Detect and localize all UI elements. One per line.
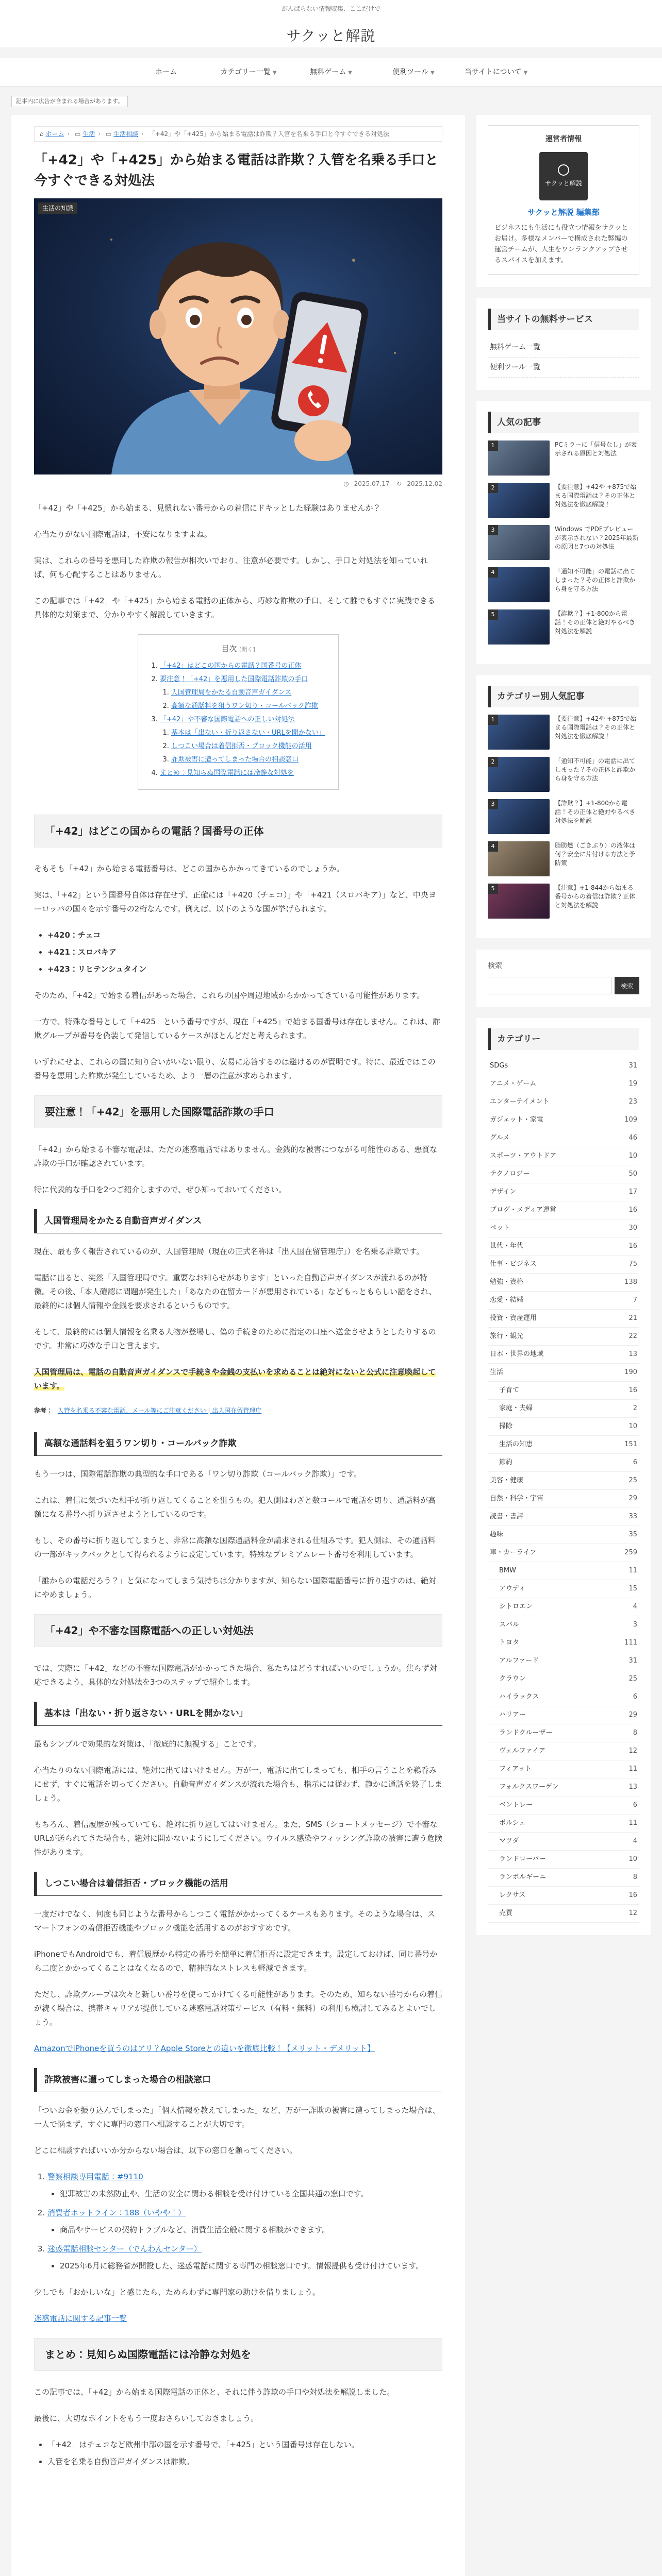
subsection-heading: しつこい場合は着信拒否・ブロック機能の活用 bbox=[34, 1872, 442, 1896]
category-count: 190 bbox=[624, 1368, 637, 1377]
paragraph: ただし、詐欺グループは次々と新しい番号を使ってかけてくる可能性があります。そのため、知らない番号からの着信が続く場合は、携帯キャリアが提供している迷惑電話対策サービス（有料・無料）の利用も検討してみるとよいでしょう。 bbox=[34, 1990, 443, 2027]
service-link-games[interactable]: 無料ゲーム一覧 bbox=[488, 337, 639, 358]
category-count: 25 bbox=[628, 1675, 637, 1683]
category-label: 節約 bbox=[499, 1459, 513, 1467]
related-list-link[interactable]: 迷惑電話に関する記事一覧 bbox=[34, 2314, 127, 2324]
category-label: 家庭・夫婦 bbox=[499, 1404, 533, 1413]
category-popular-widget bbox=[476, 675, 651, 938]
category-label: シトロエン bbox=[499, 1603, 533, 1611]
category-label: 投資・資産運用 bbox=[490, 1314, 537, 1323]
profile-description: ビジネスにも生活にも役立つ情報をサクッとお届け。多様なメンバーで構成された弊編の運営チームが、人生をワンランクアップさせるスパイスを加えます。 bbox=[494, 224, 628, 265]
eyecatch-image bbox=[34, 198, 442, 474]
category-count: 6 bbox=[633, 1801, 637, 1809]
paragraph: この記事では、「+42」から始まる国際電話の正体と、それに伴う詐欺の手口や対処法を解説しました。 bbox=[34, 2387, 395, 2397]
category-count: 13 bbox=[628, 1350, 637, 1359]
paragraph: いずれにせよ、これらの国に知り合いがいない限り、安易に応答するのは避けるのが賢明です。特に、最近ではこの番号を悪用した詐欺が発生しているため、より一層の注意が求められます。 bbox=[34, 1057, 436, 1080]
nav-categories[interactable]: カテゴリー一覧 ▼ bbox=[220, 68, 277, 77]
article-thumbnail: 5 bbox=[488, 884, 550, 919]
article-thumbnail: 2 bbox=[488, 483, 550, 518]
toc-item[interactable]: 3. 「+42」や不審な国際電話への正しい対処法 1. 基本は「出ない・折り返さない・URLを開かない」 2. しつこい場合は着信拒否・ブロック機能の活用 3. 詐欺被害に遭ってしまった場合の相談窓口 bbox=[160, 713, 326, 767]
toc-item[interactable]: 4. まとめ：見知らぬ国際電話には冷静な対処を bbox=[160, 767, 326, 780]
category-count: 3 bbox=[633, 1621, 637, 1629]
category-label: 勉強・資格 bbox=[490, 1278, 524, 1286]
popular-article[interactable]: 4 脂肪燃（ごきぶり）の液体は何？安全に片付ける方法と予防策 bbox=[488, 841, 639, 876]
paragraph: そのため、「+42」で始まる着信があった場合、これらの国や周辺地域からかかってきている可能性があります。 bbox=[34, 990, 425, 1000]
toc-subitem[interactable]: 2. 高額な通話料を狙うワン切り・コールバック詐欺 bbox=[171, 700, 326, 713]
site-tagline: がんばらない情報収集、ここだけで bbox=[281, 5, 380, 12]
category-item[interactable] bbox=[488, 1760, 639, 1778]
category-count: 8 bbox=[633, 1729, 637, 1737]
category-item[interactable] bbox=[488, 1454, 639, 1472]
paragraph: そもそも「+42」から始まる電話番号は、どこの国からかかってきているのでしょうか。 bbox=[34, 863, 344, 873]
site-logo: サクッと解説 bbox=[539, 152, 588, 200]
widget-title: カテゴリー bbox=[488, 1028, 639, 1050]
category-item[interactable] bbox=[488, 1598, 639, 1616]
popular-article[interactable]: 2 「通知不可能」の電話に出てしまった？その正体と詐欺から身を守る方法 bbox=[488, 757, 639, 792]
folder-icon: ▭ bbox=[105, 130, 112, 138]
search-input[interactable] bbox=[488, 977, 611, 994]
paragraph: 入国管理局は、電話の自動音声ガイダンスで手続きや金銭の支払いを求めることは絶対にないと公式に注意喚起しています。 bbox=[34, 1367, 436, 1391]
category-item[interactable] bbox=[488, 1274, 639, 1292]
category-count: 16 bbox=[628, 1242, 637, 1250]
chevron-down-icon: ▼ bbox=[431, 70, 435, 76]
page-title: 「+42」や「+425」から始まる電話は詐欺？入管を名乗る手口と今すぐできる対処法 bbox=[34, 152, 439, 189]
section-heading: まとめ：見知らぬ国際電話には冷静な対処を bbox=[34, 2338, 442, 2371]
category-item[interactable] bbox=[488, 1075, 639, 1093]
category-label: 生活 bbox=[490, 1368, 504, 1377]
intro-paragraph: 心当たりがない国際電話は、不安になりますよね。 bbox=[34, 529, 212, 539]
category-count: 8 bbox=[633, 1873, 637, 1882]
category-count: 11 bbox=[628, 1819, 637, 1827]
category-label: ベントレー bbox=[499, 1801, 533, 1809]
category-label: 旅行・観光 bbox=[490, 1332, 524, 1341]
category-item[interactable] bbox=[488, 1634, 639, 1652]
category-count: 16 bbox=[628, 1891, 637, 1900]
paragraph: 心当たりのない国際電話には、絶対に出てはいけません。万が一、電話に出てしまっても、相手の言うことを鵜呑みにせず、すぐに電話を切ってください。自動音声ガイダンスが流れた場合も、指示には従わず、静かに通話を終了しましょう。 bbox=[34, 1766, 442, 1803]
toc-subitem[interactable]: 1. 入国管理局をかたる自動音声ガイダンス bbox=[171, 686, 326, 700]
category-item[interactable] bbox=[488, 1292, 639, 1310]
published-date: 2025.07.17 bbox=[354, 480, 390, 487]
category-count: 13 bbox=[628, 1783, 637, 1791]
article-thumbnail: 3 bbox=[488, 799, 550, 834]
paragraph: 実は、「+42」という国番号自体は存在せず、正確には「+420（チェコ）」や「+421（スロバキア）」など、中央ヨーロッパの国々を示す番号の2桁なんです。例えば、以下のような国が挙げられます。 bbox=[34, 890, 436, 913]
paragraph: これは、着信に気づいた相手が折り返してくることを狙うもの。犯人側はわざと数コールで電話を切り、通話料が高額になる番号へ折り返させようとしているのです。 bbox=[34, 1496, 436, 1519]
nav-tools[interactable]: 便利ツール ▼ bbox=[392, 68, 435, 77]
category-count: 31 bbox=[628, 1657, 637, 1665]
paragraph: 「ついお金を振り込んでしまった」「個人情報を教えてしまった」など、万が一詐欺の被害に遭ってしまった場合は、一人で悩まず、すぐに専門の窓口へ相談することが大切です。 bbox=[34, 2106, 440, 2129]
category-item[interactable] bbox=[488, 1328, 639, 1346]
updated-date: 2025.12.02 bbox=[407, 480, 442, 487]
toc-toggle[interactable]: [開く] bbox=[239, 646, 255, 653]
category-item[interactable] bbox=[488, 1400, 639, 1418]
chevron-down-icon: ▼ bbox=[523, 70, 528, 76]
folder-icon: ▭ bbox=[75, 130, 81, 138]
post-dates bbox=[34, 479, 442, 490]
ad-notice: 記事内に広告が含まれる場合があります。 bbox=[11, 96, 128, 107]
category-item[interactable] bbox=[488, 1256, 639, 1274]
category-label: グルメ bbox=[490, 1134, 510, 1142]
category-count: 25 bbox=[628, 1477, 637, 1485]
category-label: ヴェルファイア bbox=[499, 1747, 545, 1755]
article-thumbnail: 4 bbox=[488, 841, 550, 876]
category-item[interactable] bbox=[488, 1238, 639, 1256]
list-item bbox=[47, 2170, 442, 2201]
toc-subitem[interactable]: 3. 詐欺被害に遭ってしまった場合の相談窓口 bbox=[171, 753, 326, 767]
category-item[interactable] bbox=[488, 1724, 639, 1742]
article-thumbnail: 4 bbox=[488, 567, 550, 602]
paragraph: では、実際に「+42」などの不審な国際電話がかかってきた場合、私たちはどうすればいいのでしょうか。焦らず対応できるよう、具体的な対処法を3つのステップで紹介します。 bbox=[34, 1664, 437, 1687]
category-label: ブログ・メディア運営 bbox=[490, 1206, 556, 1214]
category-label: スポーツ・アウトドア bbox=[490, 1152, 557, 1160]
category-label: アニメ・ゲーム bbox=[490, 1080, 537, 1088]
article-thumbnail: 2 bbox=[488, 757, 550, 792]
category-count: 21 bbox=[628, 1314, 637, 1323]
category-item[interactable] bbox=[488, 1310, 639, 1328]
category-item[interactable] bbox=[488, 1111, 639, 1129]
paragraph: 特に代表的な手口を2つご紹介しますので、ぜひ知っておいてください。 bbox=[34, 1184, 287, 1194]
contact-list bbox=[47, 2170, 442, 2273]
paragraph: もし、その番号に折り返してしまうと、非常に高額な国際通話料金が請求される仕組みです。犯人側は、その通話料の一部がキックバックとして得られるように設定しています。特殊なプレミアムレート番号を利用しています。 bbox=[34, 1536, 436, 1560]
contact-note: • 犯罪被害の未然防止や、生活の安全に関わる相談を受け付けている全国共通の窓口です。 bbox=[60, 2187, 442, 2201]
reference-link[interactable]: 入管を名乗る不審な電話、メール等にご注意ください | 出入国在留管理庁 bbox=[57, 1406, 262, 1414]
category-count: 46 bbox=[628, 1134, 637, 1142]
nav-free-games[interactable]: 無料ゲーム ▼ bbox=[310, 68, 352, 77]
search-button[interactable]: 検索 bbox=[615, 977, 639, 994]
category-item[interactable] bbox=[488, 1562, 639, 1580]
category-item[interactable] bbox=[488, 1544, 639, 1562]
intro-paragraph: 実は、これらの番号を悪用した詐欺の報告が相次いでおり、注意が必要です。しかし、手口と対処法を知っていれば、何も心配することはありません。 bbox=[34, 555, 428, 579]
category-item[interactable] bbox=[488, 1851, 639, 1869]
paragraph bbox=[34, 2312, 442, 2326]
list-item: • +421：スロバキア bbox=[47, 945, 442, 959]
category-item[interactable] bbox=[488, 1580, 639, 1598]
paragraph: 少しでも「おかしいな」と感じたら、ためらわずに専門家の助けを借りましょう。 bbox=[34, 2287, 321, 2297]
profile-box bbox=[488, 125, 639, 275]
category-item[interactable] bbox=[488, 1869, 639, 1887]
subsection-heading: 高額な通話料を狙うワン切り・コールバック詐欺 bbox=[34, 1432, 442, 1456]
category-count: 151 bbox=[624, 1440, 637, 1449]
category-label: アウディ bbox=[499, 1585, 525, 1593]
list-item bbox=[47, 2242, 442, 2273]
category-label: 子育て bbox=[499, 1386, 520, 1395]
category-label: 売買 bbox=[499, 1909, 513, 1918]
reference-link-row: 参考： 入管を名乗る不審な電話、メール等にご注意ください | 出入国在留管理庁 bbox=[34, 1406, 262, 1414]
category-label: 恋愛・結婚 bbox=[490, 1296, 524, 1304]
worried-man-phone-illustration bbox=[34, 198, 442, 474]
breadcrumb-subcategory[interactable]: 生活相談 bbox=[113, 130, 139, 138]
category-label[interactable]: 生活の知識 bbox=[38, 202, 77, 214]
refresh-icon: ↻ bbox=[396, 480, 402, 487]
category-count: 50 bbox=[628, 1170, 637, 1178]
category-label: ハイラックス bbox=[499, 1693, 539, 1701]
category-count: 10 bbox=[628, 1152, 637, 1160]
popular-widget bbox=[476, 401, 651, 664]
paragraph: もちろん、着信履歴が残っていても、絶対に折り返してはいけません。また、SMS（ショートメッセージ）で不審なURLが送られてきた場合も、絶対に開かないようにしてください。ウイルス感染やフィッシング詐欺の被害に遭う危険性があります。 bbox=[34, 1820, 442, 1857]
toc-item[interactable]: 2. 要注意！「+42」を悪用した国際電話詐欺の手口 1. 入国管理局をかたる自動音声ガイダンス 2. 高額な通話料を狙うワン切り・コールバック詐欺 bbox=[160, 673, 326, 713]
category-count: 12 bbox=[628, 1747, 637, 1755]
category-label: ランドクルーザー bbox=[499, 1729, 553, 1737]
category-label: 美容・健康 bbox=[490, 1477, 524, 1485]
category-item[interactable] bbox=[488, 1778, 639, 1797]
country-code-list bbox=[47, 928, 442, 976]
category-label: フィアット bbox=[499, 1765, 532, 1773]
section-heading: 要注意！「+42」を悪用した国際電話詐欺の手口 bbox=[34, 1095, 442, 1128]
category-count: 16 bbox=[628, 1206, 637, 1214]
category-item[interactable] bbox=[488, 1652, 639, 1670]
site-header bbox=[0, 0, 662, 47]
breadcrumb-category[interactable]: 生活 bbox=[82, 130, 95, 138]
popular-article[interactable]: 2 【要注意】+42や +875で始まる国際電話は？その正体と対処法を徹底解説！ bbox=[488, 483, 639, 518]
services-widget bbox=[476, 298, 651, 390]
categories-widget bbox=[476, 1018, 651, 1935]
popular-article[interactable]: 4 「通知不可能」の電話に出てしまった？その正体と詐欺から身を守る方法 bbox=[488, 567, 639, 602]
category-count: 4 bbox=[633, 1837, 637, 1845]
profile-widget bbox=[476, 115, 651, 287]
table-of-contents bbox=[138, 634, 339, 790]
category-count: 259 bbox=[624, 1549, 637, 1557]
contact-note: • 2025年6月に総務省が開設した、迷惑電話に関する専門の相談窓口です。情報提供も受け付けています。 bbox=[60, 2259, 442, 2273]
category-count: 4 bbox=[633, 1603, 637, 1611]
toc-item[interactable]: 1. 「+42」はどこの国からの電話？国番号の正体 bbox=[160, 659, 326, 673]
category-item[interactable] bbox=[488, 1797, 639, 1815]
category-item[interactable] bbox=[488, 1201, 639, 1219]
category-label: 趣味 bbox=[490, 1531, 504, 1539]
category-label: ランボルギーニ bbox=[499, 1873, 547, 1882]
chevron-down-icon: ▼ bbox=[348, 70, 352, 76]
chevron-down-icon: ▼ bbox=[272, 70, 277, 76]
category-item[interactable] bbox=[488, 1436, 639, 1454]
category-label: トヨタ bbox=[499, 1639, 520, 1647]
breadcrumb-home[interactable]: ホーム bbox=[45, 130, 64, 138]
section-heading: 「+42」や不審な国際電話への正しい対処法 bbox=[34, 1614, 442, 1647]
list-item: • 「+42」はチェコなど欧州中部の国を示す番号で、「+425」という国番号は存在しない。 bbox=[47, 2438, 442, 2452]
intro-paragraph: 「+42」や「+425」から始まる、見慣れない番号からの着信にドキッとした経験はありませんか？ bbox=[34, 503, 381, 513]
category-count: 7 bbox=[633, 1296, 637, 1304]
category-list bbox=[488, 1057, 639, 1923]
category-label: レクサス bbox=[499, 1891, 526, 1900]
contact-link[interactable]: 迷惑電話相談センター（でんわんセンター） bbox=[47, 2244, 202, 2254]
popular-article[interactable]: 3 【詐欺？】+1-800から電話！その正体と絶対やるべき対処法を解説 bbox=[488, 799, 639, 834]
category-count: 75 bbox=[628, 1260, 637, 1268]
category-count: 11 bbox=[628, 1567, 637, 1575]
category-count: 29 bbox=[628, 1495, 637, 1503]
category-item[interactable] bbox=[488, 1508, 639, 1526]
category-item[interactable] bbox=[488, 1472, 639, 1490]
paragraph: そして、最終的には個人情報を名乗る人物が登場し、偽の手続きのために指定の口座へ送金させようとしたりするのです。非常に巧妙な手口と言えます。 bbox=[34, 1327, 436, 1350]
category-label: ガジェット・家電 bbox=[490, 1116, 543, 1124]
popular-article[interactable]: 5 【詐欺？】+1-800から電話！その正体と絶対やるべき対処法を解説 bbox=[488, 609, 639, 645]
category-label: テクノロジー bbox=[490, 1170, 530, 1178]
paragraph: iPhoneでもAndroidでも、着信履歴から特定の番号を簡単に着信拒否に設定できます。設定しておけば、同じ番号から二度とかかってくることはなくなるので、精神的なストレスも軽減できます。 bbox=[34, 1950, 438, 1973]
category-item[interactable] bbox=[488, 1905, 639, 1923]
category-item[interactable] bbox=[488, 1887, 639, 1905]
category-count: 6 bbox=[633, 1693, 637, 1701]
category-label: 車・カーライフ bbox=[490, 1549, 537, 1557]
contact-link[interactable]: 警察相談専用電話：#9110 bbox=[47, 2172, 143, 2182]
category-label: クラウン bbox=[499, 1675, 526, 1683]
paragraph: 一方で、特殊な番号として「+425」という番号ですが、現在「+425」で始まる国番号は存在しません。これは、詐欺グループが番号を偽装して発信しているケースがほとんどだと考えられます。 bbox=[34, 1016, 441, 1040]
paragraph: 「誰からの電話だろう？」と気になってしまう気持ちは分かりますが、知らない国際電話番号に折り返すのは、絶対にやめましょう。 bbox=[34, 1576, 437, 1600]
intro-paragraph: この記事では「+42」や「+425」から始まる電話の正体から、巧妙な詐欺の手口、そして誰でもすぐに実践できる具体的な対策まで、分かりやすく解説していきます。 bbox=[34, 596, 435, 619]
category-count: 111 bbox=[624, 1639, 637, 1647]
subsection-heading: 基本は「出ない・折り返さない・URLを開かない」 bbox=[34, 1702, 442, 1726]
category-label: ポルシェ bbox=[499, 1819, 526, 1827]
contact-note: • 商品やサービスの契約トラブルなど、消費生活全般に関する相談ができます。 bbox=[60, 2223, 442, 2237]
category-count: 22 bbox=[628, 1332, 637, 1341]
category-count: 33 bbox=[628, 1513, 637, 1521]
article-thumbnail: 5 bbox=[488, 609, 550, 645]
category-label: BMW bbox=[499, 1567, 516, 1575]
category-label: ランドローバー bbox=[499, 1855, 546, 1863]
category-count: 16 bbox=[628, 1386, 637, 1395]
article-thumbnail: 3 bbox=[488, 525, 550, 560]
nav-home[interactable]: ホーム bbox=[155, 68, 177, 77]
popular-article[interactable]: 5 【注意】+1-844から始まる番号からの着信は詐欺？正体と対処法を解説 bbox=[488, 884, 639, 919]
lightbulb-icon bbox=[558, 164, 569, 176]
category-label: マツダ bbox=[499, 1837, 519, 1845]
category-label: 仕事・ビジネス bbox=[490, 1260, 537, 1268]
profile-name[interactable]: サクッと解説 編集部 bbox=[527, 208, 600, 217]
category-label: 自然・科学・宇宙 bbox=[490, 1495, 544, 1503]
category-label: ハリアー bbox=[499, 1711, 526, 1719]
paragraph: どこに相談すればいいか分からない場合は、以下の窓口を頼ってください。 bbox=[34, 2146, 297, 2156]
category-item[interactable] bbox=[488, 1093, 639, 1111]
category-label: フォルクスワーゲン bbox=[499, 1783, 559, 1791]
category-count: 10 bbox=[628, 1422, 637, 1431]
list-item: • 入管を名乗る自動音声ガイダンスは詐欺。 bbox=[47, 2455, 442, 2469]
category-label: エンターテイメント bbox=[490, 1098, 550, 1106]
contact-link[interactable]: 消費者ホットライン：188（いやや！） bbox=[47, 2208, 186, 2218]
category-item[interactable] bbox=[488, 1706, 639, 1724]
category-item[interactable] bbox=[488, 1616, 639, 1634]
category-count: 11 bbox=[628, 1765, 637, 1773]
category-count: 6 bbox=[633, 1459, 637, 1467]
article-main bbox=[11, 115, 465, 2576]
search-label: 検索 bbox=[488, 962, 502, 971]
category-count: 10 bbox=[628, 1855, 637, 1863]
category-count: 109 bbox=[624, 1116, 637, 1124]
article-thumbnail: 1 bbox=[488, 715, 550, 750]
related-article-link[interactable]: AmazonでiPhoneを買うのはアリ？Apple Storeとの違いを徹底比較！【メリット・デメリット】 bbox=[34, 2044, 375, 2054]
search-widget bbox=[476, 950, 651, 1007]
service-link-tools[interactable]: 便利ツール一覧 bbox=[488, 358, 639, 378]
category-item[interactable] bbox=[488, 1364, 639, 1382]
sidebar bbox=[476, 115, 651, 1946]
home-icon: ⌂ bbox=[40, 130, 44, 138]
paragraph: 最もシンプルで効果的な対策は、「徹底的に無視する」ことです。 bbox=[34, 1739, 261, 1749]
popular-article[interactable]: 3 Windows でPDFプレビューが表示されない？2025年最新の原因と7つの対処法 bbox=[488, 525, 639, 560]
category-count: 12 bbox=[628, 1909, 637, 1918]
category-item[interactable] bbox=[488, 1183, 639, 1201]
category-label: デザイン bbox=[490, 1188, 517, 1196]
category-count: 30 bbox=[628, 1224, 637, 1232]
category-label: 日本・世界の地域 bbox=[490, 1350, 544, 1359]
category-label: スバル bbox=[499, 1621, 520, 1629]
breadcrumb-current: 「+42」や「+425」から始まる電話は詐欺？入官を名乗る手口と今すぐできる対処法 bbox=[148, 130, 390, 138]
category-item[interactable] bbox=[488, 1742, 639, 1760]
profile-heading: 運営者情報 bbox=[545, 135, 582, 143]
category-item[interactable] bbox=[488, 1382, 639, 1400]
widget-title: 当サイトの無料サービス bbox=[488, 309, 639, 330]
paragraph: 「+42」から始まる不審な電話は、ただの迷惑電話ではありません。金銭的な被害につながる可能性のある、悪質な詐欺の手口が確認されています。 bbox=[34, 1144, 438, 1168]
breadcrumb: ⌂ ホーム › ▭ 生活 › ▭ 生活相談 › 「+42」や「+425」から始まる電話は詐欺？入官を名乗る手口と今すぐできる対処法 bbox=[34, 126, 442, 142]
category-label: アルファード bbox=[499, 1657, 539, 1665]
category-label: ペット bbox=[490, 1224, 510, 1232]
category-label: 生活の知恵 bbox=[499, 1440, 533, 1449]
list-item: • +420：チェコ bbox=[47, 928, 442, 942]
category-count: 29 bbox=[628, 1711, 637, 1719]
category-item[interactable] bbox=[488, 1346, 639, 1364]
category-count: 15 bbox=[628, 1585, 637, 1593]
category-count: 138 bbox=[624, 1278, 637, 1286]
toc-title: 目次 [開く] bbox=[221, 643, 255, 653]
list-item: • +423：リヒテンシュタイン bbox=[47, 962, 442, 976]
category-item[interactable] bbox=[488, 1490, 639, 1508]
global-nav bbox=[0, 58, 662, 87]
clock-icon: ◷ bbox=[343, 480, 349, 487]
category-item[interactable] bbox=[488, 1147, 639, 1165]
article-thumbnail: 1 bbox=[488, 440, 550, 476]
section-heading: 「+42」はどこの国からの電話？国番号の正体 bbox=[34, 815, 442, 848]
category-item[interactable] bbox=[488, 1815, 639, 1833]
category-label: 掃除 bbox=[499, 1422, 513, 1431]
paragraph: 一度だけでなく、何度も同じような番号からしつこく電話がかかってくるケースもあります。そのような場合は、スマートフォンの着信拒否機能やブロック機能を活用するのがおすすめです。 bbox=[34, 1909, 435, 1933]
list-item bbox=[47, 2206, 442, 2237]
category-count: 2 bbox=[633, 1404, 637, 1413]
paragraph: 最後に、大切なポイントをもう一度おさらいしておきましょう。 bbox=[34, 2414, 259, 2424]
paragraph: もう一つは、国際電話詐欺の典型的な手口である「ワン切り詐欺（コールバック詐欺）」です。 bbox=[34, 1469, 361, 1479]
toc-subitem[interactable]: 2. しつこい場合は着信拒否・ブロック機能の活用 bbox=[171, 740, 326, 753]
category-count: 23 bbox=[628, 1098, 637, 1106]
nav-about[interactable]: 当サイトについて ▼ bbox=[464, 68, 528, 77]
category-item[interactable] bbox=[488, 1165, 639, 1183]
category-item[interactable] bbox=[488, 1670, 639, 1688]
category-label: 世代・年代 bbox=[490, 1242, 524, 1250]
category-label: SDGs bbox=[490, 1062, 508, 1070]
category-item[interactable] bbox=[488, 1418, 639, 1436]
toc-subitem[interactable]: 1. 基本は「出ない・折り返さない・URLを開かない」 bbox=[171, 726, 326, 740]
summary-list bbox=[47, 2438, 442, 2469]
category-item[interactable] bbox=[488, 1526, 639, 1544]
category-label: 読書・書評 bbox=[490, 1513, 524, 1521]
category-count: 19 bbox=[628, 1080, 637, 1088]
category-count: 35 bbox=[628, 1531, 637, 1539]
widget-title: 人気の記事 bbox=[488, 412, 639, 433]
popular-article[interactable]: 1 PCミラーに「信号なし」が表示される原因と対処法 bbox=[488, 440, 639, 476]
popular-article[interactable]: 1 【要注意】+42や +875で始まる国際電話は？その正体と対処法を徹底解説！ bbox=[488, 715, 639, 750]
paragraph bbox=[34, 2042, 442, 2056]
widget-title: カテゴリー別人気記事 bbox=[488, 686, 639, 707]
category-item[interactable] bbox=[488, 1688, 639, 1706]
subsection-heading: 入国管理局をかたる自動音声ガイダンス bbox=[34, 1209, 442, 1233]
site-title[interactable]: サクッと解説 bbox=[286, 27, 376, 44]
category-item[interactable] bbox=[488, 1129, 639, 1147]
category-item[interactable] bbox=[488, 1057, 639, 1075]
category-item[interactable] bbox=[488, 1219, 639, 1238]
category-item[interactable] bbox=[488, 1833, 639, 1851]
paragraph: 電話に出ると、突然「入国管理局です。重要なお知らせがあります」といった自動音声ガイダンスが流れるのが特徴。その後、「本人確認に問題が発生した」「あなたの在留カードが悪用されている」などもっともらしい話をされ、最終的には個人情報や金銭を要求されるというものです。 bbox=[34, 1273, 437, 1310]
paragraph: 現在、最も多く報告されているのが、入国管理局（現在の正式名称は「出入国在留管理庁」）を名乗る詐欺です。 bbox=[34, 1246, 424, 1256]
category-count: 17 bbox=[628, 1188, 637, 1196]
category-count: 31 bbox=[628, 1062, 637, 1070]
subsection-heading: 詐欺被害に遭ってしまった場合の相談窓口 bbox=[34, 2068, 442, 2092]
